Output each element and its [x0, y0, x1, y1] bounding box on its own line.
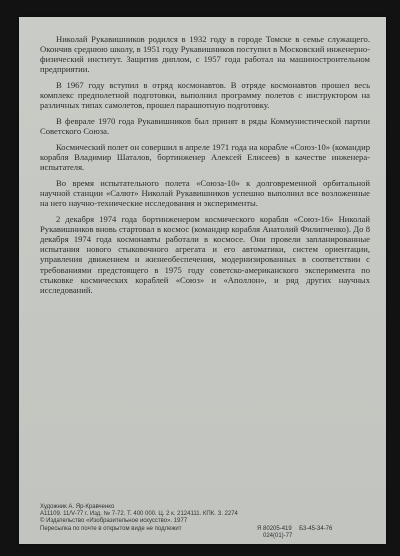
artist-credit: Художник А. Яр-Кравченко [40, 504, 115, 510]
paragraph-soyuz-16: 2 декабря 1974 года бортинженером космического корабля «Союз-16» Николай Рукавишников вновь стартовал в космос (командир корабля Анатолий Филипченко). До 8 декабря 1974 года космонавты работали в космосе. Они провели запланированные испытания нового стыковочного агрегата и его автоматики, систем ориентации, управления движением и жизнеобеспечения, модернизированных в соответствии с требованиями предстоящего в 1975 году советско-американского эксперимента по стыковке космических кораблей «Союз» и «Аполлон», и ряд других научных исследований. [40, 213, 370, 295]
paragraph-birth: Николай Рукавишников родился в 1932 году в городе Томске в семье служащего. Окончив среднюю школу, в 1951 году Рукавишников поступил в Московский инженерно-физический институт. Защитив диплом, с 1957 года работал на машиностроительном предприятии. [40, 34, 370, 75]
paragraph-salyut: Во время испытательного полета «Союза-10» к долговременной орбитальной научной станции «Салют» Николай Рукавишников успешно выполнил все возложенные на него научно-технические исследования и эксперименты. [40, 177, 370, 209]
paragraph-cosmonaut-corps: В 1967 году вступил в отряд космонавтов. В отряде космонавтов прошел весь комплекс предполетной подготовки, выполнил программу полетов с инструктором на различных типах самолетов, прошел парашютную подготовку. [40, 80, 370, 111]
paragraph-party: В феврале 1970 года Рукавишников был принят в ряды Коммунистической партии Советского Союза. [40, 116, 370, 137]
print-info: А11109. 11/V-77 г. Изд. № 7-72. Т. 400 000. Ц. 2 к. 2124111. КПК. З. 2274 [40, 511, 238, 518]
paragraph-soyuz-10: Космический полет он совершил в апреле 1971 года на корабле «Союз-10» (командир корабля Владимир Шаталов, бортинженер Алексей Елисеев) в качестве инженера-испытателя. [40, 141, 370, 173]
postcard-back [19, 17, 386, 544]
biography-text [40, 34, 370, 301]
code-line1: 80205-419 [263, 526, 292, 532]
code-prefix: Я [257, 526, 262, 532]
catalog-code [257, 526, 332, 540]
copyright-line: © Издательство «Изобразительное искусство». 1977 [40, 518, 188, 525]
postal-note: Пересылка по почте в открытом виде не подлежит [40, 525, 182, 532]
code-right: Б3-45-34-76 [299, 526, 333, 532]
code-line2: 024(01)-77 [263, 533, 293, 540]
